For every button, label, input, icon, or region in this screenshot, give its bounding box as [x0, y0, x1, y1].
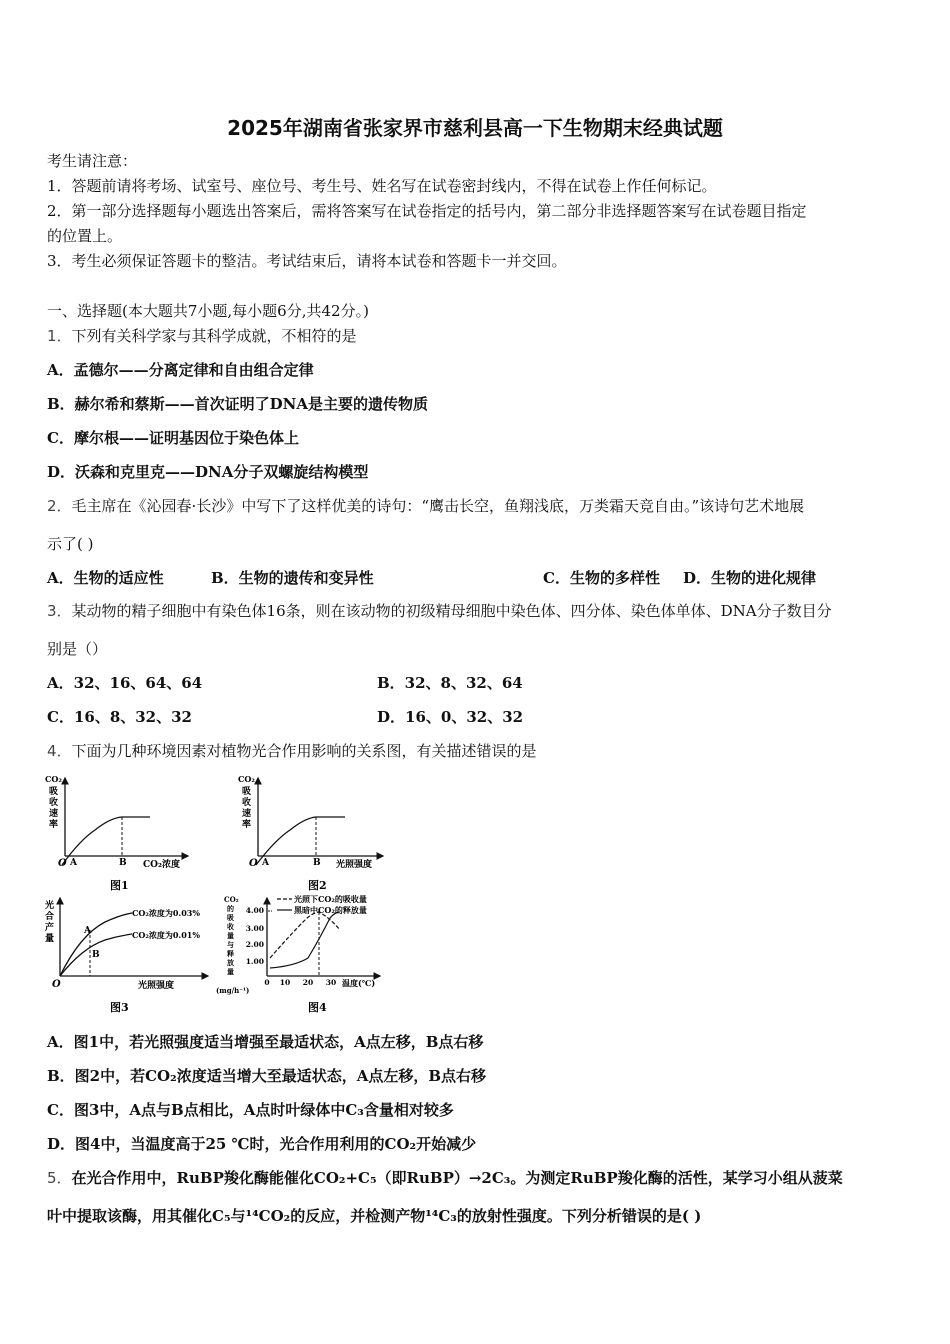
fig3-curve-label: CO₂浓度为0.01%: [132, 930, 200, 940]
q3-option-d: D．16、0、32、32: [377, 708, 524, 726]
question-text: 下列有关科学家与其科学成就，不相符的是: [71, 327, 357, 345]
figure-3: [45, 898, 208, 1014]
fig4-xlabel: 温度(℃): [342, 978, 376, 988]
q4-option-d: D．图4中，当温度高于25 ℃时，光合作用利用的CO₂开始减少: [47, 1135, 477, 1153]
fig2-ylabel: 速: [242, 809, 252, 819]
fig2-point-b: B: [313, 858, 321, 868]
question-text: 在光合作用中，RuBP羧化酶能催化CO₂+C₅（即RuBP）→2C₃。为测定RuBP羧化酶的活性，某学习小组从菠菜: [71, 1169, 843, 1187]
fig1-ylabel: 收: [49, 798, 59, 808]
fig4-yunit: (mg/h⁻¹): [216, 986, 250, 995]
fig3-caption: 图3: [110, 1001, 129, 1014]
fig2-ylabel: 收: [242, 798, 252, 808]
question-2-stem-cont: 示了( ): [47, 535, 94, 553]
question-1-stem: [47, 327, 357, 345]
fig2-ylabel: 率: [242, 820, 252, 830]
question-number: 5．: [47, 1169, 72, 1187]
q4-option-b: B．图2中，若CO₂浓度适当增大至最适状态，A点左移，B点右移: [47, 1067, 487, 1085]
fig3-curve-label: CO₂浓度为0.03%: [132, 908, 200, 918]
question-text: 下面为几种环境因素对植物光合作用影响的关系图，有关描述错误的是: [71, 742, 537, 760]
fig2-ylabel: CO₂: [238, 774, 255, 784]
fig2-caption: 图2: [308, 879, 327, 892]
question-4-stem: [47, 742, 537, 760]
fig3-xlabel: 光照强度: [138, 981, 175, 991]
question-2-stem: [47, 497, 804, 515]
fig4-ytick: 4.00: [245, 906, 264, 915]
fig4-legend-light: 光照下CO₂的吸收量: [294, 894, 367, 904]
figure-4: [216, 894, 380, 1014]
section-heading: 一、选择题(本大题共7小题,每小题6分,共42分。): [47, 302, 369, 320]
fig3-ylabel: 产: [45, 923, 55, 933]
fig1-ylabel: CO₂: [45, 774, 62, 784]
q1-option-a: A．孟德尔——分离定律和自由组合定律: [47, 361, 314, 379]
q3-option-b: B．32、8、32、64: [377, 674, 523, 692]
fig1-ylabel: 率: [49, 820, 59, 830]
fig3-ylabel: 光: [45, 901, 55, 911]
fig1-ylabel: 速: [49, 809, 59, 819]
q4-option-c: C．图3中，A点与B点相比，A点时叶绿体中C₃含量相对较多: [47, 1101, 454, 1119]
notice-item: 的位置上。: [47, 227, 123, 245]
fig4-ylabel: 收: [227, 922, 234, 931]
q3-option-a: A．32、16、64、64: [47, 674, 203, 692]
fig4-ylabel: 放: [227, 958, 234, 967]
fig2-curve: [256, 817, 345, 865]
fig2-ylabel: 吸: [242, 787, 252, 797]
fig4-ylabel: 释: [227, 949, 234, 958]
figure-1: [45, 774, 188, 892]
fig4-ytick: 1.00: [245, 957, 264, 966]
fig1-ylabel: 吸: [49, 787, 59, 797]
q4-option-a: A．图1中，若光照强度适当增强至最适状态，A点左移，B点右移: [47, 1033, 484, 1051]
fig3-ylabel: 合: [45, 912, 55, 922]
q2-option-d: D．生物的进化规律: [683, 569, 817, 587]
question-3-stem: [47, 602, 832, 620]
figure-2: [238, 774, 383, 892]
fig1-xlabel: CO₂浓度: [143, 860, 180, 870]
fig3-ylabel: 量: [45, 934, 55, 944]
q4-figures: [40, 770, 400, 1020]
fig3-point-b: B: [92, 950, 100, 960]
notice-item: 1．答题前请将考场、试室号、座位号、考生号、姓名写在试卷密封线内，不得在试卷上作任何标记。: [47, 177, 717, 195]
fig4-xtick: 10: [279, 978, 291, 987]
fig4-ylabel: 与: [227, 940, 234, 949]
question-text: 某动物的精子细胞中有染色体16条，则在该动物的初级精母细胞中染色体、四分体、染色体单体、DNA分子数目分: [71, 602, 832, 620]
q1-option-d: D．沃森和克里克——DNA分子双螺旋结构模型: [47, 463, 369, 481]
fig4-xtick: 20: [302, 978, 314, 987]
fig4-ylabel: 的: [227, 904, 234, 913]
fig4-legend-dark: 黑暗中CO₂的释放量: [294, 905, 367, 915]
question-5-stem-cont: 叶中提取该酶，用其催化C₅与¹⁴CO₂的反应，并检测产物¹⁴C₃的放射性强度。下列分析错误的是( ): [47, 1207, 702, 1225]
fig4-ylabel: 量: [227, 967, 234, 976]
q3-option-c: C．16、8、32、32: [47, 708, 192, 726]
fig4-ytick: 3.00: [245, 924, 264, 933]
fig4-xtick: 0: [264, 978, 270, 987]
fig4-caption: 图4: [308, 1001, 327, 1014]
fig2-point-a: A: [262, 858, 269, 868]
fig4-ytick: 2.00: [245, 940, 264, 949]
fig1-caption: 图1: [110, 879, 129, 892]
fig3-origin: O: [52, 979, 61, 990]
q2-option-b: B．生物的遗传和变异性: [211, 569, 374, 587]
fig1-origin: O: [58, 858, 67, 869]
question-text: 毛主席在《沁园春·长沙》中写下了这样优美的诗句：“鹰击长空，鱼翔浅底，万类霜天竞自由。”该诗句艺术地展: [71, 497, 805, 515]
fig2-xlabel: 光照强度: [336, 860, 373, 870]
question-3-stem-cont: 别是（）: [47, 640, 108, 658]
q2-option-a: A．生物的适应性: [47, 569, 164, 587]
notice-item: 3．考生必须保证答题卡的整洁。考试结束后，请将本试卷和答题卡一并交回。: [47, 252, 567, 270]
question-number: 1．: [47, 327, 72, 345]
page-title: 2025年湖南省张家界市慈利县高一下生物期末经典试题: [227, 116, 723, 140]
q1-option-c: C．摩尔根——证明基因位于染色体上: [47, 429, 299, 447]
fig1-point-a: A: [70, 858, 77, 868]
fig2-origin: O: [249, 858, 258, 869]
fig4-ylabel: 量: [227, 931, 234, 940]
fig4-ylabel: 吸: [227, 913, 234, 922]
fig4-ylabel: CO₂: [224, 895, 239, 904]
question-5-stem: [47, 1169, 843, 1187]
fig4-xtick: 30: [325, 978, 337, 987]
fig3-point-a: A: [84, 926, 91, 936]
q2-option-c: C．生物的多样性: [543, 569, 660, 587]
question-number: 2．: [47, 497, 72, 515]
fig1-point-b: B: [119, 858, 127, 868]
notice-item: 2．第一部分选择题每小题选出答案后，需将答案写在试卷指定的括号内，第二部分非选择题答案写在试卷题目指定: [47, 202, 807, 220]
notice-heading: 考生请注意：: [47, 152, 138, 170]
question-number: 3．: [47, 602, 72, 620]
question-number: 4．: [47, 742, 72, 760]
q1-option-b: B．赫尔希和蔡斯——首次证明了DNA是主要的遗传物质: [47, 395, 429, 413]
